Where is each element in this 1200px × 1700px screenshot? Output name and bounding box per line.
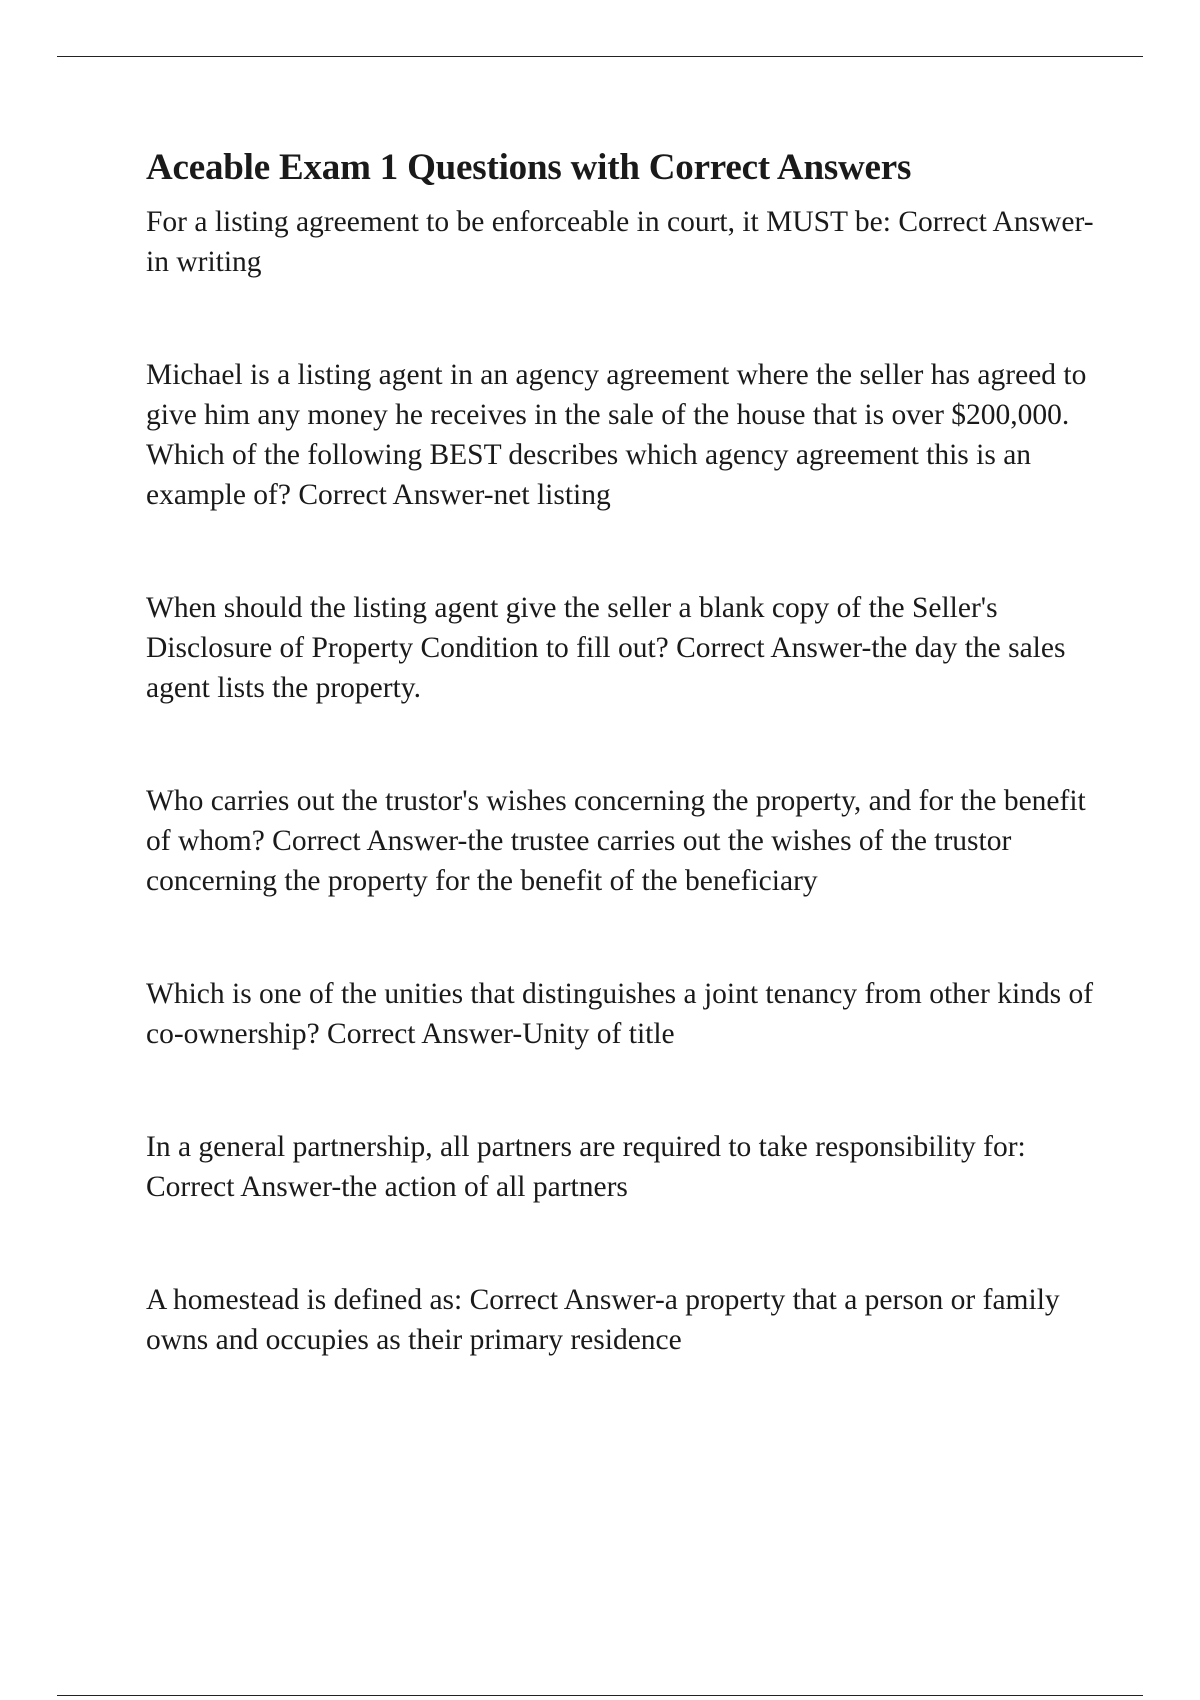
- bottom-rule: [57, 1695, 1143, 1696]
- question-answer-5: Which is one of the unities that distinguishes a joint tenancy from other kinds of co-ownership? Correct Answer-Unity of title: [146, 978, 1094, 1050]
- question-answer-3: When should the listing agent give the seller a blank copy of the Seller's Disclosure of Property Condition to fill out? Correct Answer-the day the sales agent lists the property.: [146, 592, 1066, 704]
- page-title: Aceable Exam 1 Questions with Correct Answers: [146, 147, 912, 188]
- question-answer-1: For a listing agreement to be enforceable in court, it MUST be: Correct Answer-in writing: [146, 206, 1094, 278]
- question-answer-6: In a general partnership, all partners are required to take responsibility for: Correct Answer-the action of all partners: [146, 1131, 1026, 1203]
- top-rule: [57, 56, 1143, 57]
- question-answer-2: Michael is a listing agent in an agency agreement where the seller has agreed to give him any money he receives in the sale of the house that is over $200,000. Which of the following BEST describes which agency agreement this is an example of? Correct Answer-net listing: [146, 359, 1087, 511]
- question-answer-7: A homestead is defined as: Correct Answer-a property that a person or family owns and occupies as their primary residence: [146, 1284, 1060, 1356]
- document-body: [146, 142, 1096, 1360]
- question-answer-4: Who carries out the trustor's wishes concerning the property, and for the benefit of whom? Correct Answer-the trustee carries out the wishes of the trustor concerning the property for the benefit of the beneficiary: [146, 785, 1086, 897]
